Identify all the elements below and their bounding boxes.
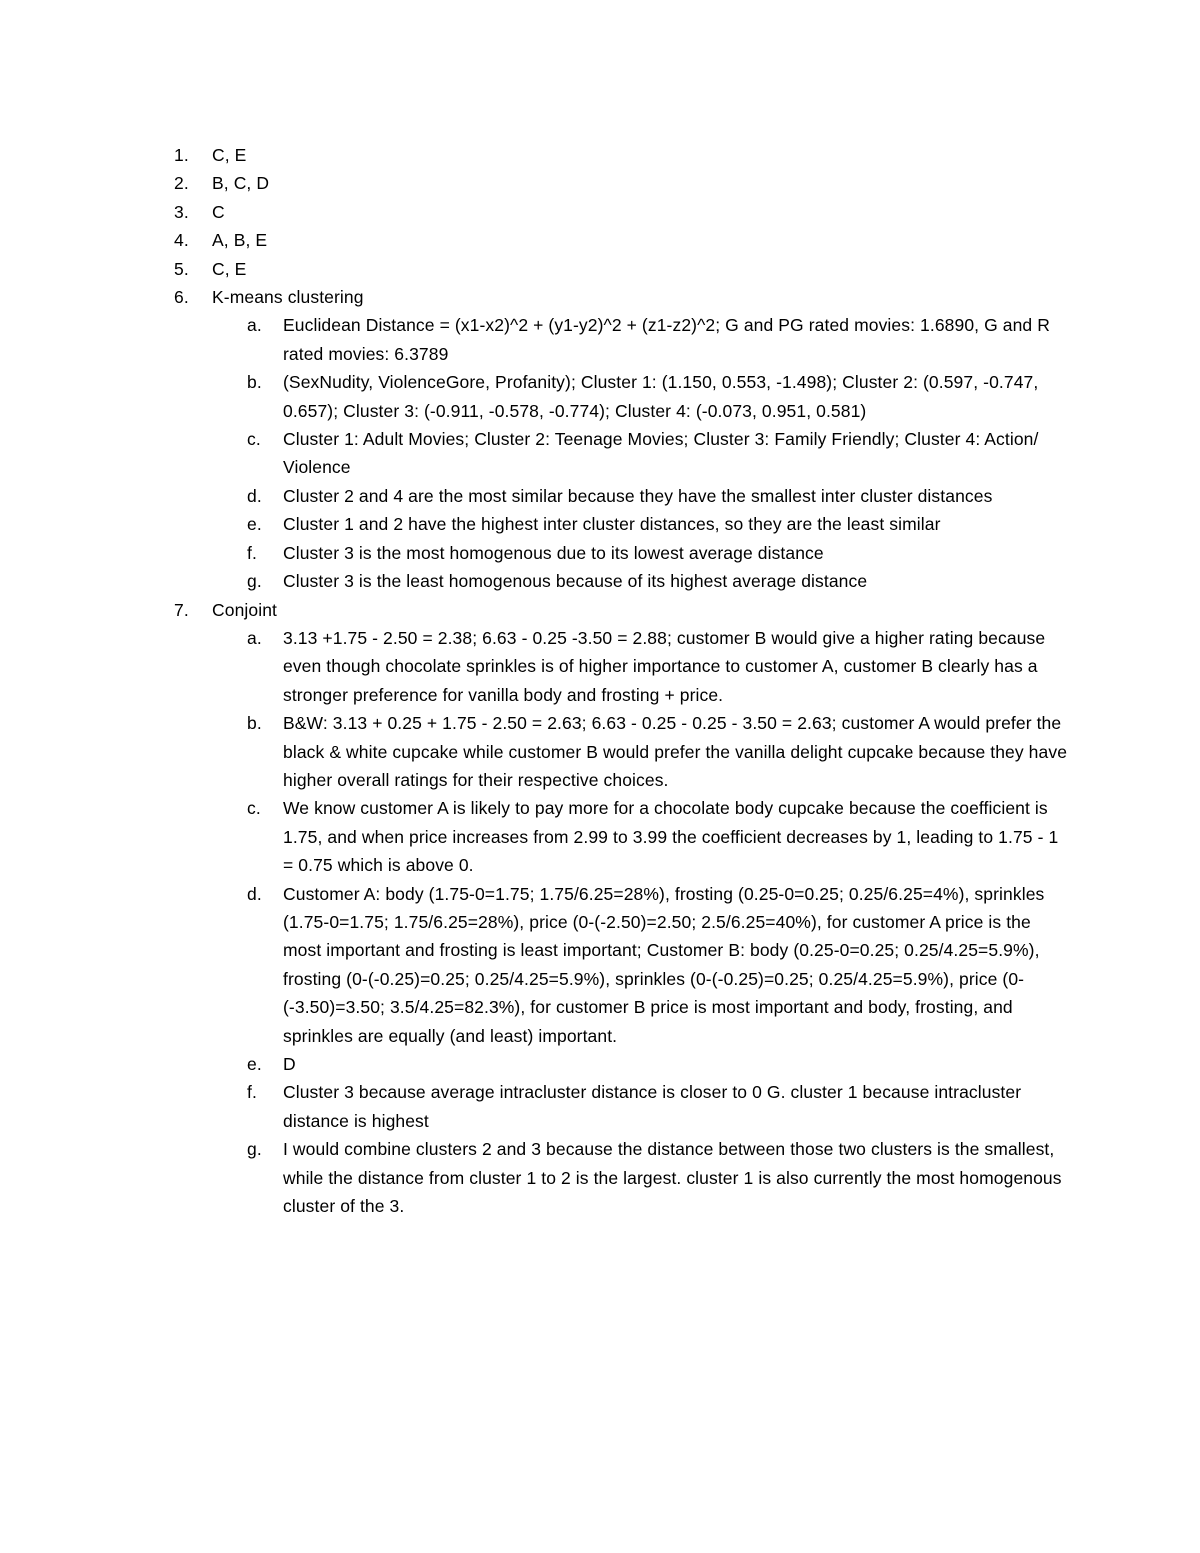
q7-sub-item-g (0, 1135, 1073, 1220)
q7-sub-item-f (0, 1078, 1073, 1135)
question-6-heading (0, 283, 1072, 311)
q7-sub-item-b (0, 709, 1073, 794)
item-number: 7. (174, 599, 189, 620)
sub-item-letter: g. (247, 571, 262, 592)
answer-item-3 (0, 198, 1072, 226)
sub-item-letter: d. (247, 883, 262, 904)
sub-item-text: Cluster 2 and 4 are the most similar because they have the smallest inter cluster distances (283, 485, 993, 506)
item-text: C, E (212, 258, 247, 279)
q7-sub-item-a (0, 624, 1073, 709)
q6-sub-item-g (0, 567, 1073, 595)
answer-item-4 (0, 226, 1072, 254)
q7-sub-item-e (0, 1050, 1073, 1078)
sub-item-letter: f. (247, 1082, 257, 1103)
item-title: K-means clustering (212, 287, 364, 308)
answer-item-2 (0, 169, 1072, 197)
answer-list (0, 141, 1200, 1220)
item-number: 6. (174, 287, 189, 308)
sub-item-text: Cluster 1 and 2 have the highest inter cluster distances, so they are the least similar (283, 514, 941, 535)
item-number: 1. (174, 145, 189, 165)
answer-item-5 (0, 255, 1072, 283)
sub-item-text: D (283, 1054, 296, 1074)
sub-item-text: Cluster 3 is the least homogenous because of its highest average distance (283, 571, 868, 592)
sub-item-letter: c. (247, 798, 261, 819)
q6-sub-item-c (0, 425, 1073, 482)
sub-item-text: Cluster 3 because average intracluster distance is closer to 0 G. cluster 1 because intracluster distance is highest (283, 1082, 1022, 1131)
sub-item-text: (SexNudity, ViolenceGore, Profanity); Cluster 1: (1.150, 0.553, -1.498); Cluster 2: (0.597, -0.747, 0.657); Cluster 3: (-0.911, -0.578, -0.774); Cluster 4: (-0.073, 0.951, 0.581) (283, 372, 1039, 421)
q6-sub-item-d (0, 482, 1073, 510)
q6-sub-item-e (0, 510, 1073, 538)
sub-item-text: Euclidean Distance = (x1-x2)^2 + (y1-y2)^2 + (z1-z2)^2; G and PG rated movies: 1.6890, G and R rated movies: 6.3789 (283, 315, 1050, 364)
sub-item-letter: c. (247, 429, 261, 450)
item-text: B, C, D (212, 173, 270, 194)
sub-item-letter: b. (247, 713, 262, 734)
q6-sub-item-b (0, 368, 1073, 425)
sub-item-text: Customer A: body (1.75-0=1.75; 1.75/6.25=28%), frosting (0.25-0=0.25; 0.25/6.25=4%), sprinkles (1.75-0=1.75; 1.75/6.25=28%), price (0-(-2.50)=2.50; 2.5/6.25=40%), for customer A price is the most important and frosting is least important; Customer B: body (0.25-0=0.25; 0.25/4.25=5.9%), frosting (0-(-0.25)=0.25; 0.25/4.25=5.9%), sprinkles (0-(-0.25)=0.25; 0.25/4.25=5.9%), price (0-(-3.50)=3.50; 3.5/4.25=82.3%), for customer B price is most important and body, frosting, and sprinkles are equally (and least) important. (283, 883, 1045, 1046)
sub-item-text: B&W: 3.13 + 0.25 + 1.75 - 2.50 = 2.63; 6.63 - 0.25 - 0.25 - 3.50 = 2.63; customer A would prefer the black & white cupcake while customer B would prefer the vanilla delight cupcake because they have higher overall ratings for their respective choices. (283, 713, 1068, 790)
q6-sub-item-a (0, 311, 1073, 368)
q7-sub-item-d (0, 880, 1073, 1050)
q6-sub-item-f (0, 539, 1073, 567)
sub-item-letter: b. (247, 372, 262, 393)
sub-item-letter: d. (247, 485, 262, 506)
q7-sub-item-c (0, 794, 1073, 879)
sub-item-text: We know customer A is likely to pay more for a chocolate body cupcake because the coefficient is 1.75, and when price increases from 2.99 to 3.99 the coefficient decreases by 1, leading to 1.75 - 1 = 0.75 which is above 0. (283, 798, 1059, 876)
item-number: 3. (174, 201, 189, 222)
answer-item-1 (0, 141, 1072, 169)
sub-item-letter: f. (247, 542, 257, 563)
item-text: A, B, E (212, 230, 268, 251)
item-title: Conjoint (212, 599, 278, 620)
sub-item-text: I would combine clusters 2 and 3 because the distance between those two clusters is the smallest, while the distance from cluster 1 to 2 is the largest. cluster 1 is also currently the most homogenous cluster of the 3. (283, 1139, 1062, 1217)
sub-item-letter: e. (247, 1054, 262, 1074)
item-text: C, E (212, 145, 247, 165)
sub-item-letter: g. (247, 1139, 262, 1160)
sub-item-text: 3.13 +1.75 - 2.50 = 2.38; 6.63 - 0.25 -3.50 = 2.88; customer B would give a higher rating because even though chocolate sprinkles is of higher importance to customer A, customer B clearly has a stronger preference for vanilla body and frosting + price. (283, 627, 1046, 705)
sub-item-letter: a. (247, 315, 262, 336)
item-number: 4. (174, 230, 189, 251)
sub-item-text: Cluster 3 is the most homogenous due to its lowest average distance (283, 542, 824, 563)
item-text: C (212, 201, 225, 222)
question-7-heading (0, 596, 1072, 624)
item-number: 2. (174, 173, 189, 194)
sub-item-letter: e. (247, 514, 262, 535)
item-number: 5. (174, 258, 189, 279)
sub-item-text: Cluster 1: Adult Movies; Cluster 2: Teenage Movies; Cluster 3: Family Friendly; Cluster 4: Action/ Violence (283, 429, 1039, 478)
sub-item-letter: a. (247, 627, 262, 648)
